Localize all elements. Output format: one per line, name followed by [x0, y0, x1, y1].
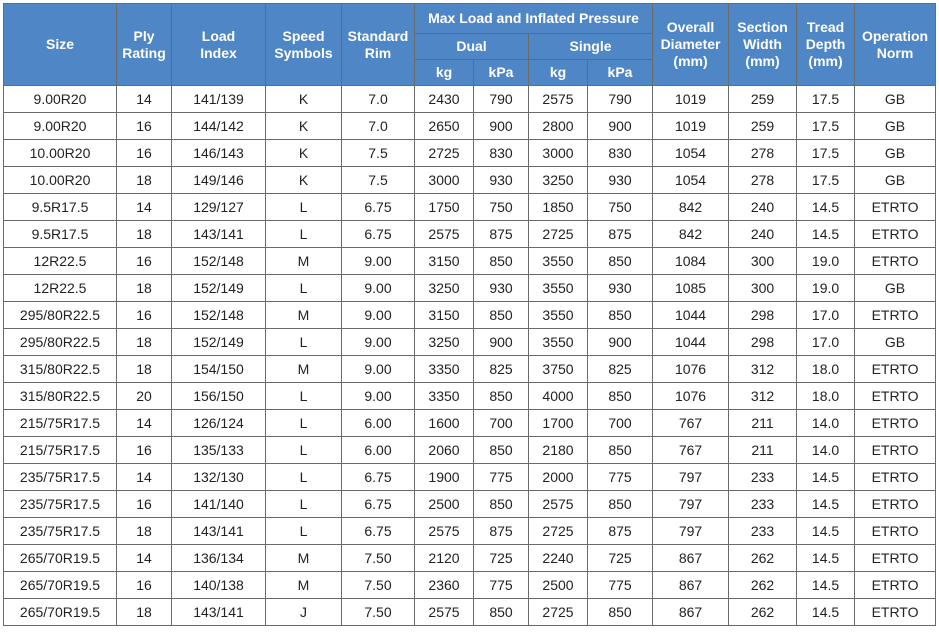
standard-rim-cell: 9.00 — [342, 383, 415, 410]
operation-norm-cell: ETRTO — [855, 356, 936, 383]
dual-kg-cell: 2575 — [415, 599, 474, 626]
single-kg-cell: 2800 — [529, 113, 588, 140]
overall-diameter-cell: 797 — [653, 491, 729, 518]
overall-diameter-cell: 842 — [653, 221, 729, 248]
overall-diameter-cell: 767 — [653, 437, 729, 464]
dual-kpa-cell: 875 — [474, 221, 529, 248]
single-kpa-cell: 775 — [588, 572, 653, 599]
single-kg-cell: 2000 — [529, 464, 588, 491]
single-kpa-cell: 775 — [588, 464, 653, 491]
speed-symbol-cell: M — [266, 356, 342, 383]
dual-kpa-cell: 900 — [474, 329, 529, 356]
load-index-cell: 152/149 — [172, 329, 266, 356]
size-cell: 9.00R20 — [4, 86, 117, 113]
load-index-cell: 152/148 — [172, 248, 266, 275]
load-index-cell: 146/143 — [172, 140, 266, 167]
header-max-load: Max Load and Inflated Pressure — [415, 4, 653, 34]
standard-rim-cell: 6.75 — [342, 194, 415, 221]
single-kpa-cell: 830 — [588, 140, 653, 167]
single-kpa-cell: 850 — [588, 599, 653, 626]
speed-symbol-cell: M — [266, 302, 342, 329]
dual-kpa-cell: 825 — [474, 356, 529, 383]
load-index-cell: 132/130 — [172, 464, 266, 491]
operation-norm-cell: GB — [855, 113, 936, 140]
table-row — [4, 302, 936, 329]
tread-depth-cell: 17.5 — [797, 86, 855, 113]
tread-depth-cell: 14.0 — [797, 437, 855, 464]
size-cell: 315/80R22.5 — [4, 383, 117, 410]
speed-symbol-cell: L — [266, 275, 342, 302]
dual-kpa-cell: 830 — [474, 140, 529, 167]
size-cell: 235/75R17.5 — [4, 464, 117, 491]
speed-symbol-cell: L — [266, 329, 342, 356]
table-row — [4, 86, 936, 113]
header-dual-kg: kg — [415, 60, 474, 86]
tread-depth-cell: 14.0 — [797, 410, 855, 437]
tire-spec-table — [3, 3, 936, 626]
section-width-cell: 262 — [729, 599, 797, 626]
header-tread-depth: Tread Depth (mm) — [797, 4, 855, 86]
header-section-width: Section Width (mm) — [729, 4, 797, 86]
ply-rating-cell: 16 — [117, 302, 172, 329]
load-index-cell: 129/127 — [172, 194, 266, 221]
header-standard-rim: Standard Rim — [342, 4, 415, 86]
ply-rating-cell: 16 — [117, 140, 172, 167]
table-row — [4, 248, 936, 275]
header-single: Single — [529, 34, 653, 60]
table-row — [4, 275, 936, 302]
section-width-cell: 312 — [729, 383, 797, 410]
standard-rim-cell: 7.5 — [342, 140, 415, 167]
dual-kpa-cell: 775 — [474, 572, 529, 599]
header-operation-norm: Operation Norm — [855, 4, 936, 86]
single-kpa-cell: 900 — [588, 113, 653, 140]
standard-rim-cell: 9.00 — [342, 329, 415, 356]
ply-rating-cell: 20 — [117, 383, 172, 410]
operation-norm-cell: ETRTO — [855, 545, 936, 572]
tread-depth-cell: 14.5 — [797, 599, 855, 626]
standard-rim-cell: 6.75 — [342, 221, 415, 248]
load-index-cell: 126/124 — [172, 410, 266, 437]
tread-depth-cell: 17.0 — [797, 302, 855, 329]
size-cell: 265/70R19.5 — [4, 572, 117, 599]
overall-diameter-cell: 842 — [653, 194, 729, 221]
dual-kpa-cell: 700 — [474, 410, 529, 437]
dual-kg-cell: 3350 — [415, 356, 474, 383]
dual-kpa-cell: 850 — [474, 437, 529, 464]
ply-rating-cell: 16 — [117, 437, 172, 464]
header-size: Size — [4, 4, 117, 86]
speed-symbol-cell: K — [266, 167, 342, 194]
load-index-cell: 136/134 — [172, 545, 266, 572]
overall-diameter-cell: 1085 — [653, 275, 729, 302]
overall-diameter-cell: 767 — [653, 410, 729, 437]
overall-diameter-cell: 1054 — [653, 167, 729, 194]
table-row — [4, 545, 936, 572]
ply-rating-cell: 16 — [117, 572, 172, 599]
dual-kg-cell: 2060 — [415, 437, 474, 464]
single-kg-cell: 2240 — [529, 545, 588, 572]
table-row — [4, 113, 936, 140]
size-cell: 215/75R17.5 — [4, 437, 117, 464]
section-width-cell: 312 — [729, 356, 797, 383]
dual-kg-cell: 3250 — [415, 329, 474, 356]
speed-symbol-cell: L — [266, 194, 342, 221]
header-overall-diameter: Overall Diameter (mm) — [653, 4, 729, 86]
tread-depth-cell: 14.5 — [797, 545, 855, 572]
single-kpa-cell: 850 — [588, 302, 653, 329]
section-width-cell: 211 — [729, 437, 797, 464]
speed-symbol-cell: K — [266, 86, 342, 113]
tread-depth-cell: 17.0 — [797, 329, 855, 356]
speed-symbol-cell: M — [266, 572, 342, 599]
dual-kg-cell: 2575 — [415, 221, 474, 248]
dual-kg-cell: 2120 — [415, 545, 474, 572]
table-header — [4, 4, 936, 86]
ply-rating-cell: 16 — [117, 113, 172, 140]
ply-rating-cell: 18 — [117, 518, 172, 545]
overall-diameter-cell: 867 — [653, 599, 729, 626]
table-row — [4, 167, 936, 194]
table-row — [4, 437, 936, 464]
load-index-cell: 152/149 — [172, 275, 266, 302]
operation-norm-cell: ETRTO — [855, 491, 936, 518]
dual-kpa-cell: 900 — [474, 113, 529, 140]
standard-rim-cell: 6.00 — [342, 437, 415, 464]
dual-kg-cell: 3150 — [415, 248, 474, 275]
ply-rating-cell: 18 — [117, 329, 172, 356]
ply-rating-cell: 16 — [117, 248, 172, 275]
dual-kpa-cell: 725 — [474, 545, 529, 572]
table-row — [4, 383, 936, 410]
single-kg-cell: 2575 — [529, 86, 588, 113]
size-cell: 295/80R22.5 — [4, 302, 117, 329]
tread-depth-cell: 19.0 — [797, 275, 855, 302]
operation-norm-cell: GB — [855, 140, 936, 167]
standard-rim-cell: 6.00 — [342, 410, 415, 437]
header-dual: Dual — [415, 34, 529, 60]
single-kg-cell: 2725 — [529, 221, 588, 248]
section-width-cell: 259 — [729, 86, 797, 113]
standard-rim-cell: 7.50 — [342, 545, 415, 572]
tread-depth-cell: 14.5 — [797, 518, 855, 545]
dual-kg-cell: 1900 — [415, 464, 474, 491]
ply-rating-cell: 14 — [117, 410, 172, 437]
ply-rating-cell: 18 — [117, 275, 172, 302]
overall-diameter-cell: 1076 — [653, 356, 729, 383]
load-index-cell: 156/150 — [172, 383, 266, 410]
speed-symbol-cell: L — [266, 437, 342, 464]
single-kpa-cell: 725 — [588, 545, 653, 572]
load-index-cell: 143/141 — [172, 221, 266, 248]
single-kg-cell: 3250 — [529, 167, 588, 194]
single-kg-cell: 3550 — [529, 248, 588, 275]
load-index-cell: 149/146 — [172, 167, 266, 194]
single-kg-cell: 3550 — [529, 302, 588, 329]
tread-depth-cell: 18.0 — [797, 383, 855, 410]
section-width-cell: 300 — [729, 275, 797, 302]
standard-rim-cell: 7.0 — [342, 86, 415, 113]
operation-norm-cell: ETRTO — [855, 518, 936, 545]
section-width-cell: 298 — [729, 329, 797, 356]
ply-rating-cell: 18 — [117, 356, 172, 383]
section-width-cell: 233 — [729, 464, 797, 491]
table-body — [4, 86, 936, 626]
size-cell: 235/75R17.5 — [4, 491, 117, 518]
single-kpa-cell: 850 — [588, 491, 653, 518]
load-index-cell: 141/140 — [172, 491, 266, 518]
section-width-cell: 298 — [729, 302, 797, 329]
overall-diameter-cell: 1054 — [653, 140, 729, 167]
dual-kg-cell: 3250 — [415, 275, 474, 302]
tread-depth-cell: 14.5 — [797, 194, 855, 221]
load-index-cell: 154/150 — [172, 356, 266, 383]
overall-diameter-cell: 1076 — [653, 383, 729, 410]
standard-rim-cell: 9.00 — [342, 356, 415, 383]
single-kpa-cell: 850 — [588, 248, 653, 275]
ply-rating-cell: 16 — [117, 491, 172, 518]
standard-rim-cell: 7.50 — [342, 599, 415, 626]
operation-norm-cell: ETRTO — [855, 302, 936, 329]
single-kpa-cell: 900 — [588, 329, 653, 356]
section-width-cell: 233 — [729, 518, 797, 545]
section-width-cell: 300 — [729, 248, 797, 275]
ply-rating-cell: 18 — [117, 599, 172, 626]
single-kg-cell: 1850 — [529, 194, 588, 221]
ply-rating-cell: 14 — [117, 194, 172, 221]
tread-depth-cell: 18.0 — [797, 356, 855, 383]
section-width-cell: 240 — [729, 221, 797, 248]
section-width-cell: 278 — [729, 167, 797, 194]
dual-kg-cell: 1600 — [415, 410, 474, 437]
tread-depth-cell: 17.5 — [797, 113, 855, 140]
ply-rating-cell: 14 — [117, 545, 172, 572]
size-cell: 10.00R20 — [4, 167, 117, 194]
size-cell: 235/75R17.5 — [4, 518, 117, 545]
section-width-cell: 240 — [729, 194, 797, 221]
dual-kpa-cell: 850 — [474, 302, 529, 329]
size-cell: 265/70R19.5 — [4, 545, 117, 572]
load-index-cell: 141/139 — [172, 86, 266, 113]
size-cell: 265/70R19.5 — [4, 599, 117, 626]
speed-symbol-cell: M — [266, 248, 342, 275]
size-cell: 12R22.5 — [4, 275, 117, 302]
dual-kg-cell: 2500 — [415, 491, 474, 518]
section-width-cell: 262 — [729, 572, 797, 599]
tread-depth-cell: 14.5 — [797, 572, 855, 599]
table-row — [4, 599, 936, 626]
speed-symbol-cell: K — [266, 113, 342, 140]
dual-kpa-cell: 930 — [474, 275, 529, 302]
speed-symbol-cell: L — [266, 410, 342, 437]
section-width-cell: 211 — [729, 410, 797, 437]
table-row — [4, 356, 936, 383]
single-kpa-cell: 875 — [588, 518, 653, 545]
operation-norm-cell: ETRTO — [855, 383, 936, 410]
ply-rating-cell: 18 — [117, 167, 172, 194]
standard-rim-cell: 6.75 — [342, 464, 415, 491]
dual-kg-cell: 2575 — [415, 518, 474, 545]
tread-depth-cell: 14.5 — [797, 464, 855, 491]
operation-norm-cell: ETRTO — [855, 437, 936, 464]
speed-symbol-cell: L — [266, 491, 342, 518]
single-kpa-cell: 930 — [588, 275, 653, 302]
table-row — [4, 140, 936, 167]
tread-depth-cell: 19.0 — [797, 248, 855, 275]
tread-depth-cell: 17.5 — [797, 167, 855, 194]
speed-symbol-cell: J — [266, 599, 342, 626]
single-kg-cell: 2180 — [529, 437, 588, 464]
standard-rim-cell: 9.00 — [342, 302, 415, 329]
dual-kpa-cell: 775 — [474, 464, 529, 491]
overall-diameter-cell: 867 — [653, 572, 729, 599]
single-kg-cell: 3550 — [529, 275, 588, 302]
standard-rim-cell: 9.00 — [342, 248, 415, 275]
operation-norm-cell: GB — [855, 275, 936, 302]
speed-symbol-cell: L — [266, 383, 342, 410]
standard-rim-cell: 9.00 — [342, 275, 415, 302]
load-index-cell: 140/138 — [172, 572, 266, 599]
single-kg-cell: 3000 — [529, 140, 588, 167]
tread-depth-cell: 14.5 — [797, 221, 855, 248]
load-index-cell: 143/141 — [172, 599, 266, 626]
standard-rim-cell: 7.5 — [342, 167, 415, 194]
single-kpa-cell: 750 — [588, 194, 653, 221]
standard-rim-cell: 6.75 — [342, 491, 415, 518]
size-cell: 215/75R17.5 — [4, 410, 117, 437]
dual-kpa-cell: 790 — [474, 86, 529, 113]
single-kg-cell: 2500 — [529, 572, 588, 599]
size-cell: 9.5R17.5 — [4, 221, 117, 248]
load-index-cell: 143/141 — [172, 518, 266, 545]
overall-diameter-cell: 867 — [653, 545, 729, 572]
section-width-cell: 259 — [729, 113, 797, 140]
standard-rim-cell: 6.75 — [342, 518, 415, 545]
single-kg-cell: 3550 — [529, 329, 588, 356]
single-kpa-cell: 930 — [588, 167, 653, 194]
header-single-kpa: kPa — [588, 60, 653, 86]
speed-symbol-cell: L — [266, 221, 342, 248]
dual-kg-cell: 3000 — [415, 167, 474, 194]
header-dual-kpa: kPa — [474, 60, 529, 86]
dual-kpa-cell: 850 — [474, 383, 529, 410]
dual-kg-cell: 3150 — [415, 302, 474, 329]
dual-kpa-cell: 875 — [474, 518, 529, 545]
size-cell: 9.5R17.5 — [4, 194, 117, 221]
dual-kg-cell: 2360 — [415, 572, 474, 599]
section-width-cell: 233 — [729, 491, 797, 518]
size-cell: 9.00R20 — [4, 113, 117, 140]
table-row — [4, 410, 936, 437]
dual-kpa-cell: 850 — [474, 491, 529, 518]
speed-symbol-cell: L — [266, 518, 342, 545]
operation-norm-cell: GB — [855, 329, 936, 356]
speed-symbol-cell: M — [266, 545, 342, 572]
tread-depth-cell: 14.5 — [797, 491, 855, 518]
dual-kpa-cell: 850 — [474, 599, 529, 626]
single-kpa-cell: 700 — [588, 410, 653, 437]
operation-norm-cell: ETRTO — [855, 248, 936, 275]
overall-diameter-cell: 1019 — [653, 86, 729, 113]
header-single-kg: kg — [529, 60, 588, 86]
speed-symbol-cell: L — [266, 464, 342, 491]
overall-diameter-cell: 797 — [653, 518, 729, 545]
dual-kg-cell: 1750 — [415, 194, 474, 221]
size-cell: 12R22.5 — [4, 248, 117, 275]
single-kpa-cell: 850 — [588, 437, 653, 464]
overall-diameter-cell: 1044 — [653, 302, 729, 329]
single-kg-cell: 2725 — [529, 518, 588, 545]
single-kg-cell: 4000 — [529, 383, 588, 410]
table-row — [4, 518, 936, 545]
speed-symbol-cell: K — [266, 140, 342, 167]
operation-norm-cell: ETRTO — [855, 599, 936, 626]
single-kpa-cell: 790 — [588, 86, 653, 113]
load-index-cell: 152/148 — [172, 302, 266, 329]
standard-rim-cell: 7.0 — [342, 113, 415, 140]
overall-diameter-cell: 1019 — [653, 113, 729, 140]
operation-norm-cell: ETRTO — [855, 572, 936, 599]
single-kg-cell: 3750 — [529, 356, 588, 383]
dual-kpa-cell: 750 — [474, 194, 529, 221]
table-row — [4, 329, 936, 356]
section-width-cell: 278 — [729, 140, 797, 167]
header-ply-rating: Ply Rating — [117, 4, 172, 86]
single-kg-cell: 2725 — [529, 599, 588, 626]
dual-kg-cell: 2725 — [415, 140, 474, 167]
single-kg-cell: 1700 — [529, 410, 588, 437]
section-width-cell: 262 — [729, 545, 797, 572]
overall-diameter-cell: 1084 — [653, 248, 729, 275]
single-kpa-cell: 875 — [588, 221, 653, 248]
overall-diameter-cell: 797 — [653, 464, 729, 491]
load-index-cell: 135/133 — [172, 437, 266, 464]
header-speed-symbols: Speed Symbols — [266, 4, 342, 86]
header-load-index: Load Index — [172, 4, 266, 86]
dual-kg-cell: 3350 — [415, 383, 474, 410]
size-cell: 295/80R22.5 — [4, 329, 117, 356]
standard-rim-cell: 7.50 — [342, 572, 415, 599]
table-row — [4, 194, 936, 221]
operation-norm-cell: ETRTO — [855, 464, 936, 491]
table-row — [4, 221, 936, 248]
size-cell: 10.00R20 — [4, 140, 117, 167]
ply-rating-cell: 14 — [117, 464, 172, 491]
size-cell: 315/80R22.5 — [4, 356, 117, 383]
operation-norm-cell: ETRTO — [855, 410, 936, 437]
ply-rating-cell: 18 — [117, 221, 172, 248]
table-row — [4, 491, 936, 518]
overall-diameter-cell: 1044 — [653, 329, 729, 356]
ply-rating-cell: 14 — [117, 86, 172, 113]
dual-kg-cell: 2650 — [415, 113, 474, 140]
table-row — [4, 464, 936, 491]
dual-kpa-cell: 850 — [474, 248, 529, 275]
tread-depth-cell: 17.5 — [797, 140, 855, 167]
operation-norm-cell: ETRTO — [855, 194, 936, 221]
operation-norm-cell: ETRTO — [855, 221, 936, 248]
operation-norm-cell: GB — [855, 167, 936, 194]
dual-kg-cell: 2430 — [415, 86, 474, 113]
single-kpa-cell: 825 — [588, 356, 653, 383]
single-kpa-cell: 850 — [588, 383, 653, 410]
dual-kpa-cell: 930 — [474, 167, 529, 194]
single-kg-cell: 2575 — [529, 491, 588, 518]
operation-norm-cell: GB — [855, 86, 936, 113]
table-row — [4, 572, 936, 599]
load-index-cell: 144/142 — [172, 113, 266, 140]
